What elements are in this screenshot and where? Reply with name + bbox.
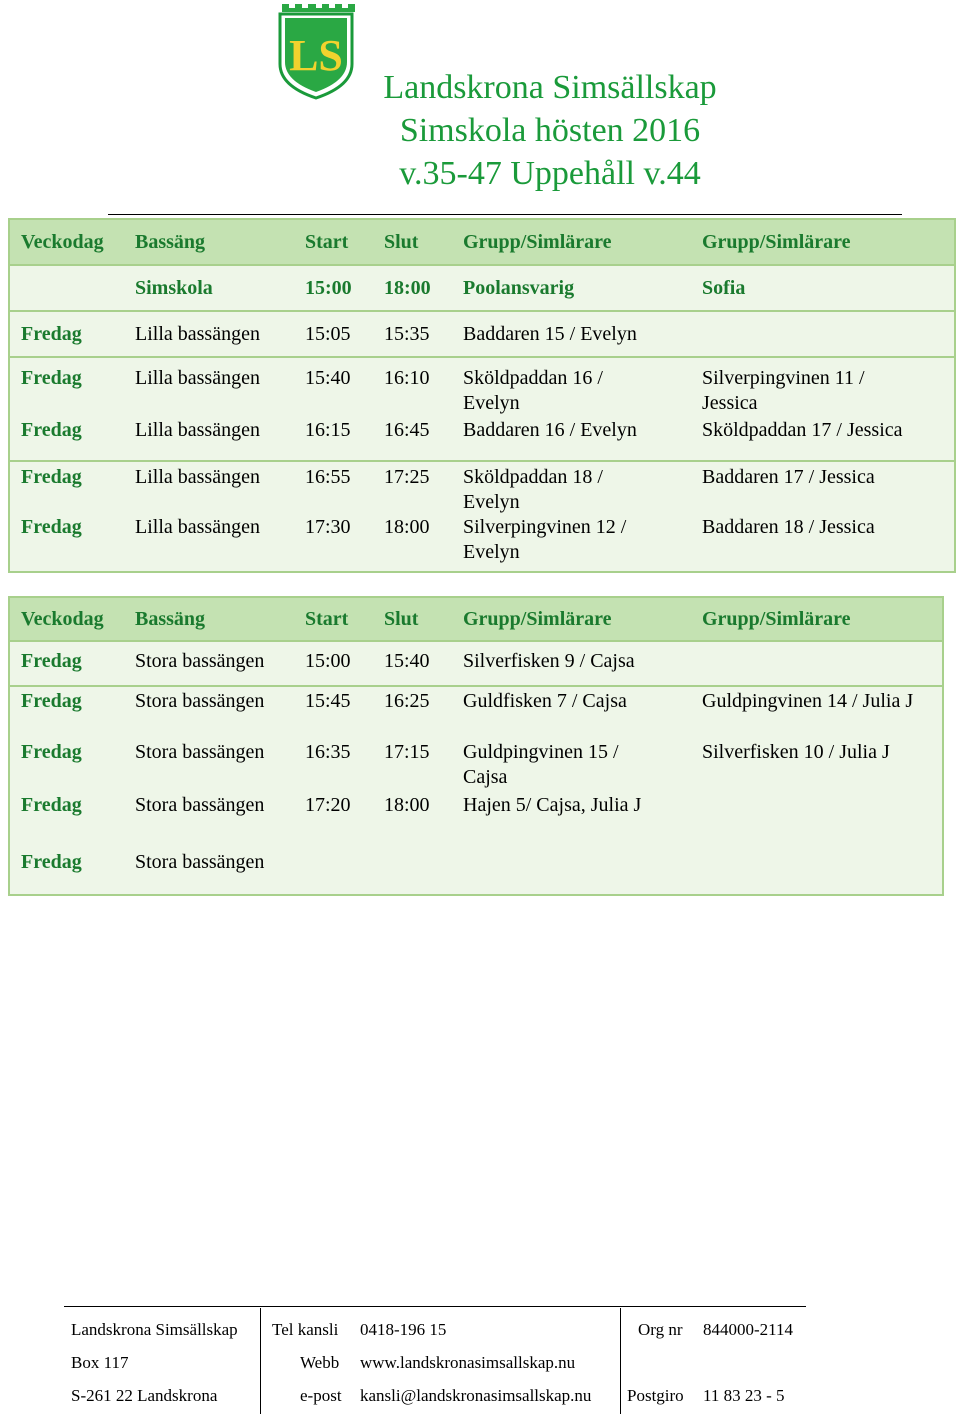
footer-orgnr-label: Org nr <box>638 1320 683 1339</box>
footer-tel-label: Tel kansli <box>272 1320 339 1339</box>
cell-group: Silverpingvinen 12 / Evelyn <box>463 516 627 563</box>
footer-email-label: e-post <box>300 1386 342 1405</box>
cell-group: Guldpingvinen 15 / Cajsa <box>463 741 619 788</box>
cell-day: Fredag <box>21 516 82 538</box>
cell-end <box>373 846 452 895</box>
svg-text:LS: LS <box>289 31 343 80</box>
cell-start: 17:20 <box>305 794 351 816</box>
cell-day: Fredag <box>21 419 82 441</box>
col-header-end: Slut <box>373 219 452 265</box>
col-header-group-2: Grupp/Simlärare <box>691 219 955 265</box>
table-row <box>9 416 955 461</box>
cell-group: Baddaren 16 / Evelyn <box>463 419 637 441</box>
table-row <box>9 740 943 793</box>
col-header-group: Grupp/Simlärare <box>452 597 691 641</box>
table-row <box>9 311 955 357</box>
cell-pool: Stora bassängen <box>135 741 265 763</box>
cell: Simskola <box>135 276 213 299</box>
col-header-day: Veckodag <box>9 597 124 641</box>
cell-group-2 <box>691 793 943 846</box>
table-header-row <box>9 219 955 265</box>
cell-pool: Lilla bassängen <box>135 419 260 441</box>
cell-start: 15:45 <box>305 690 351 712</box>
cell-day: Fredag <box>21 323 82 345</box>
cell-start: 16:55 <box>305 466 351 488</box>
cell-start: 16:35 <box>305 741 351 763</box>
cell: 18:00 <box>384 276 431 299</box>
cell-day: Fredag <box>21 367 82 389</box>
cell-pool: Stora bassängen <box>135 851 265 873</box>
cell: Sofia <box>702 276 746 299</box>
footer-box: Box 117 <box>71 1353 129 1372</box>
table-row <box>9 641 943 686</box>
table-header-row <box>9 597 943 641</box>
table-row <box>9 515 955 572</box>
cell-pool: Lilla bassängen <box>135 323 260 345</box>
cell-pool: Lilla bassängen <box>135 516 260 538</box>
footer-postgiro-label: Postgiro <box>627 1386 684 1405</box>
table-row <box>9 357 955 416</box>
col-header-group-2: Grupp/Simlärare <box>691 597 943 641</box>
cell-day: Fredag <box>21 650 82 672</box>
col-header-end: Slut <box>373 597 452 641</box>
cell: 15:00 <box>305 276 352 299</box>
cell-pool: Stora bassängen <box>135 794 265 816</box>
footer-org: Landskrona Simsällskap <box>71 1320 238 1339</box>
footer-divider <box>260 1308 261 1414</box>
cell <box>9 265 124 311</box>
table-row <box>9 846 943 895</box>
footer-tel: 0418-196 15 <box>360 1320 447 1339</box>
cell-group-2: Baddaren 18 / Jessica <box>702 516 875 538</box>
cell-day: Fredag <box>21 741 82 763</box>
table-row <box>9 461 955 515</box>
col-header-pool: Bassäng <box>124 597 294 641</box>
cell-start: 17:30 <box>305 516 351 538</box>
cell-group: Sköldpaddan 16 / Evelyn <box>463 367 603 414</box>
table-subheader-row <box>9 265 955 311</box>
cell-end: 15:35 <box>384 323 430 345</box>
col-header-pool: Bassäng <box>124 219 294 265</box>
footer-divider <box>620 1308 621 1414</box>
col-header-start: Start <box>294 597 373 641</box>
cell-start: 15:00 <box>305 650 351 672</box>
table-row <box>9 686 943 740</box>
footer-postgiro: 11 83 23 - 5 <box>703 1386 785 1405</box>
cell-end: 18:00 <box>384 794 430 816</box>
cell-end: 17:25 <box>384 466 430 488</box>
cell-start: 15:05 <box>305 323 351 345</box>
cell-pool: Stora bassängen <box>135 690 265 712</box>
footer-rule <box>64 1306 806 1307</box>
footer-email-link[interactable]: kansli@landskronasimsallskap.nu <box>360 1386 592 1405</box>
col-header-day: Veckodag <box>9 219 124 265</box>
title-block <box>335 66 765 195</box>
cell-start <box>294 846 373 895</box>
schedule-table-large-pool <box>8 596 944 896</box>
footer-postal: S-261 22 Landskrona <box>71 1386 218 1405</box>
cell-group-2: Sköldpaddan 17 / Jessica <box>702 419 903 441</box>
cell-end: 15:40 <box>384 650 430 672</box>
cell-pool: Lilla bassängen <box>135 367 260 389</box>
cell-day: Fredag <box>21 794 82 816</box>
table-row <box>9 793 943 846</box>
footer-orgnr: 844000-2114 <box>703 1320 794 1339</box>
cell: Poolansvarig <box>463 276 575 299</box>
cell-start: 16:15 <box>305 419 351 441</box>
cell-start: 15:40 <box>305 367 351 389</box>
cell-day: Fredag <box>21 851 82 873</box>
cell-pool: Stora bassängen <box>135 650 265 672</box>
footer-web-label: Webb <box>300 1353 340 1372</box>
cell-end: 16:45 <box>384 419 430 441</box>
cell-group-2: Silverpingvinen 11 / Jessica <box>702 367 865 414</box>
cell-group-2 <box>691 846 943 895</box>
cell-group: Silverfisken 9 / Cajsa <box>463 650 635 672</box>
cell-group: Baddaren 15 / Evelyn <box>463 323 637 345</box>
cell-group-2 <box>691 641 943 686</box>
cell-pool: Lilla bassängen <box>135 466 260 488</box>
cell-end: 16:10 <box>384 367 430 389</box>
cell-group: Sköldpaddan 18 / Evelyn <box>463 466 603 513</box>
season-title: Simskola hösten 2016 <box>399 112 701 149</box>
col-header-start: Start <box>294 219 373 265</box>
cell-group-2: Guldpingvinen 14 / Julia J <box>702 690 914 712</box>
footer-web-link[interactable]: www.landskronasimsallskap.nu <box>360 1353 576 1372</box>
cell-group <box>452 846 691 895</box>
org-title: Landskrona Simsällskap <box>383 69 717 106</box>
weeks-title: v.35-47 Uppehåll v.44 <box>399 155 701 192</box>
cell-group: Guldfisken 7 / Cajsa <box>463 690 627 712</box>
schedule-table-small-pool <box>8 218 956 573</box>
cell-group-2: Silverfisken 10 / Julia J <box>702 741 890 763</box>
cell-end: 17:15 <box>384 741 430 763</box>
cell-day: Fredag <box>21 466 82 488</box>
cell-end: 18:00 <box>384 516 430 538</box>
cell-day: Fredag <box>21 690 82 712</box>
cell-end: 16:25 <box>384 690 430 712</box>
col-header-group: Grupp/Simlärare <box>452 219 691 265</box>
title-rule <box>108 214 902 215</box>
cell-group: Hajen 5/ Cajsa, Julia J <box>463 794 642 816</box>
cell-group-2 <box>691 311 955 357</box>
cell-group-2: Baddaren 17 / Jessica <box>702 466 875 488</box>
